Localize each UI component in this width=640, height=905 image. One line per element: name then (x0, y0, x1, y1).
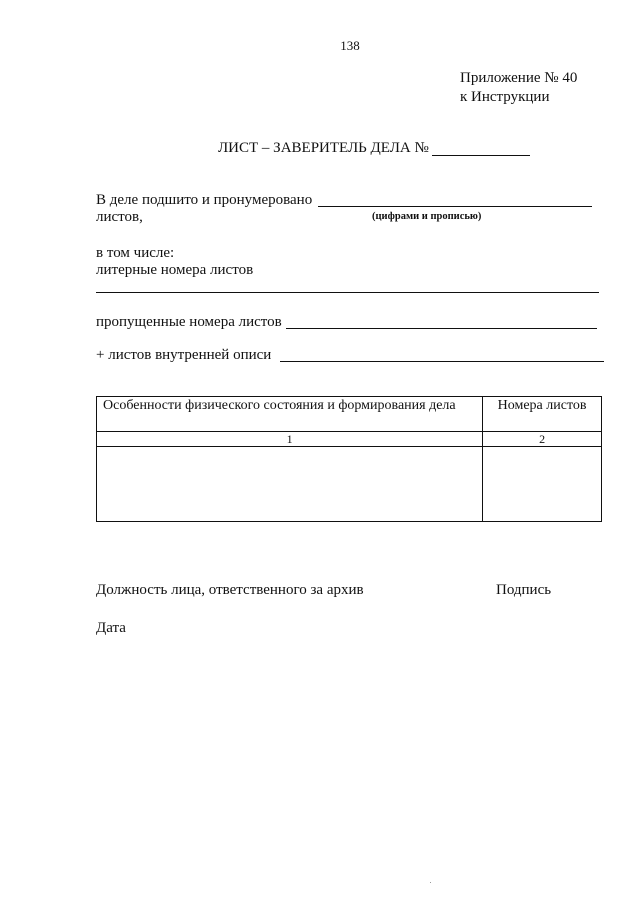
including-label: в том числе: (96, 245, 175, 261)
position-label: Должность лица, ответственного за архив (96, 582, 364, 598)
lettered-sheets-blank[interactable] (96, 292, 599, 293)
stitched-count-blank[interactable] (318, 206, 592, 207)
internal-inventory-label: + листов внутренней описи (96, 347, 272, 363)
missing-sheets-label: пропущенные номера листов (96, 314, 282, 330)
physical-state-table (96, 396, 602, 522)
table-cell-sheet-numbers[interactable] (483, 447, 602, 522)
table-row (97, 447, 602, 522)
internal-inventory-blank[interactable] (280, 361, 604, 362)
appendix-number: Приложение № 40 (460, 70, 578, 86)
signature-label: Подпись (496, 582, 552, 598)
stitched-label: В деле подшито и пронумеровано (96, 192, 313, 208)
missing-sheets-blank[interactable] (286, 328, 597, 329)
document-title: ЛИСТ – ЗАВЕРИТЕЛЬ ДЕЛА № (218, 140, 429, 156)
sheets-label: листов, (96, 209, 143, 225)
table-cell-features[interactable] (97, 447, 483, 522)
table-header-features: Особенности физического состояния и формирования дела (97, 397, 483, 432)
table-column-number-2: 2 (483, 432, 602, 447)
stitched-hint: (цифрами и прописью) (372, 211, 482, 222)
lettered-sheets-label: литерные номера листов (96, 262, 254, 278)
table-header-row (97, 397, 602, 432)
table-column-number-1: 1 (97, 432, 483, 447)
case-number-blank[interactable] (432, 155, 530, 156)
page-number: 138 (340, 38, 360, 53)
scan-speck (430, 882, 431, 883)
appendix-reference: к Инструкции (460, 89, 550, 105)
table-column-numbers-row (97, 432, 602, 447)
date-label: Дата (96, 620, 126, 636)
table-header-sheet-numbers: Номера листов (483, 397, 602, 432)
